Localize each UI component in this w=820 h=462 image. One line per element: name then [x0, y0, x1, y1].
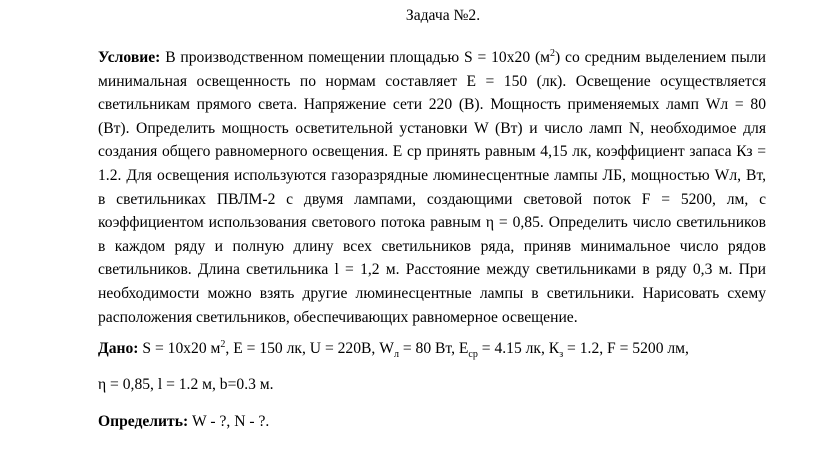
find-text: W - ?, N - ?. — [188, 413, 270, 431]
given-k-subscript: з — [559, 349, 564, 361]
condition-paragraph — [98, 46, 766, 329]
given-line-2: η = 0,85, l = 1.2 м, b=0.3 м. — [98, 376, 274, 394]
task-title: Задача №2. — [405, 7, 481, 24]
given-e-u-w: , Е = 150 лк, U = 220В, W — [225, 340, 394, 358]
given-area-superscript: 2 — [220, 338, 226, 350]
condition-label: Условие: — [98, 49, 161, 66]
given-k-f-values: = 1.2, F = 5200 лм, — [563, 340, 689, 358]
given-e-value: = 4.15 лк, К — [477, 340, 560, 358]
area-unit-superscript: 2 — [550, 47, 556, 59]
given-e-subscript: ср — [468, 349, 478, 361]
given-area: S = 10х20 м — [138, 340, 221, 358]
condition-text-part2: ) со средним выделением пыли минимальная освещенность по нормам составляет Е = 150 (лк). Освещение осуществляется светильникам прямого света. Напряжение сети 220 (В). Мощность применяемых ламп Wл = 80 (Вт). Определить мощность осветительной установки W (Вт) и число ламп N, необходимое для создания общего равномерного освещения. Е ср принять равным 4,15 лк, коэффициент запаса Кз = 1.2. Для освещения используются газоразрядные люминесцентные лампы ЛБ, мощностью Wл, Вт, в светильниках ПВЛМ-2 с двумя лампами, создающими световой поток F = 5200, лм, с коэффициентом использования светового потока равным η = 0,85. Определить число светильников в каждом ряду и полную длину всех светильников ряда, приняв минимальное число рядов светильников. Длина светильника l = 1,2 м. Расстояние между светильниками в ряду 0,3 м. При необходимости можно взять другие люминесцентные лампы в светильники. Нарисовать схему расположения светильников, обеспечивающих равномерное освещение. — [98, 49, 766, 326]
given-label: Дано: — [98, 340, 139, 358]
document-page — [0, 6, 820, 462]
find-label: Определить: — [98, 413, 189, 431]
condition-text-part1: В производственном помещении площадью S = 10х20 (м — [160, 49, 551, 66]
given-w-subscript: л — [393, 349, 399, 361]
given-w-value: = 80 Вт, Е — [398, 340, 469, 358]
find-line — [98, 410, 766, 433]
given-line — [98, 337, 766, 360]
